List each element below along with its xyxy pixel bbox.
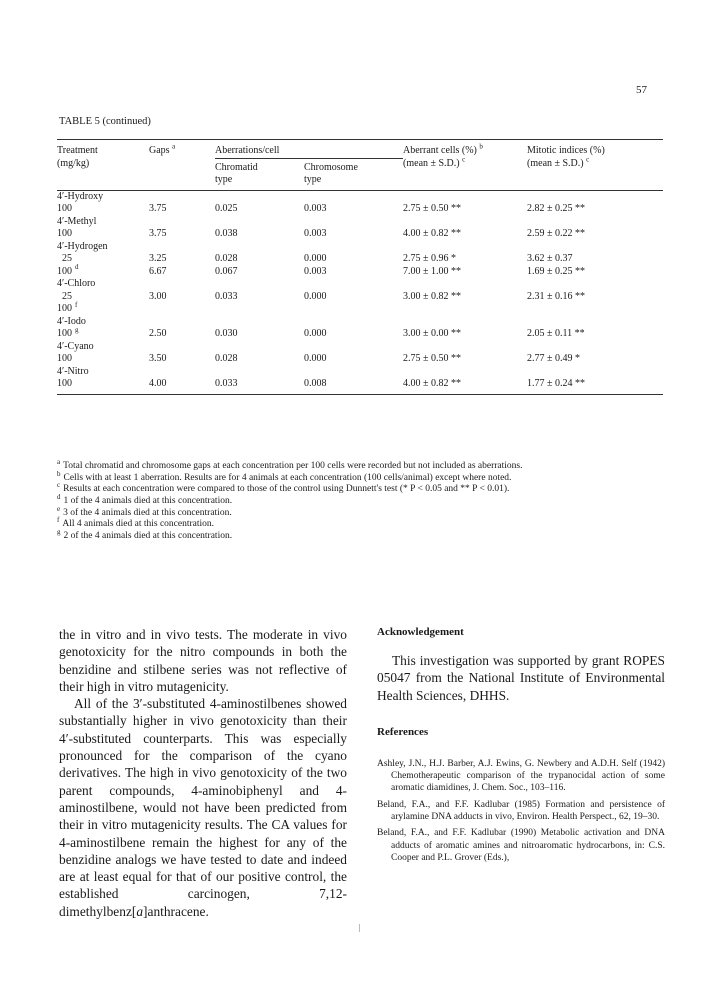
cell-chromatid — [215, 303, 304, 316]
cell-chromatid: 0.030 — [215, 328, 238, 339]
group-row — [57, 190, 663, 203]
table-row — [57, 353, 663, 366]
cell-dose: 100 — [57, 378, 72, 389]
header-aberrations: Aberrations/cell — [215, 145, 280, 156]
cell-aberrant: 2.75 ± 0.50 ** — [403, 353, 462, 364]
cell-gaps: 3.75 — [149, 228, 167, 239]
reference-entry: Beland, F.A., and F.F. Kadlubar (1985) Formation and persistence of arylamine DNA adducts in vivo, Environ. Health Perspect., 62, 19–30. — [377, 799, 665, 823]
header-mitotic-indices: Mitotic indices (%) — [527, 145, 605, 156]
header-chromatid: Chromatid — [215, 158, 304, 174]
header-aberrant-cells: Aberrant cells (%) $^b$ — [403, 142, 483, 156]
table-row — [57, 203, 663, 216]
group-row — [57, 316, 663, 329]
cell-chromosome — [304, 303, 403, 316]
cell-chromatid: 0.028 — [215, 353, 238, 364]
page-mark — [359, 924, 360, 932]
header-treatment-unit: (mg/kg) — [57, 158, 90, 169]
footnote: $^c$ Results at each concentration were compared to those of the control using Dunnett's test (* P < 0.05 and ** P < 0.01). — [57, 481, 510, 495]
cell-dose: 25 — [62, 253, 72, 264]
cell-mitotic: 1.77 ± 0.24 ** — [527, 378, 586, 389]
cell-dose: 100 — [57, 353, 72, 364]
cell-gaps: 3.75 — [149, 203, 167, 214]
group-row — [57, 366, 663, 379]
cell-aberrant: 4.00 ± 0.82 ** — [403, 228, 462, 239]
references-list — [377, 758, 665, 864]
cell-chromatid: 0.067 — [215, 265, 238, 277]
cell-dose: 100 — [57, 203, 72, 214]
header-chromatid-type: type — [215, 174, 233, 185]
group-row — [57, 278, 663, 291]
table-row — [57, 291, 663, 304]
compound-name: 4′-Chloro — [57, 278, 96, 289]
cell-mitotic: 1.69 ± 0.25 ** — [527, 265, 586, 277]
cell-aberrant: 2.75 ± 0.50 ** — [403, 203, 462, 214]
cell-chromosome: 0.000 — [304, 328, 327, 339]
cell-dose: 100 — [57, 228, 72, 239]
footnote: $^f$ All 4 animals died at this concentration. — [57, 516, 215, 530]
cell-chromatid: 0.025 — [215, 203, 238, 214]
footnote: $^a$ Total chromatid and chromosome gaps at each concentration per 100 cells were recorded but not included as aberrations. — [57, 457, 523, 471]
group-row — [57, 216, 663, 229]
header-chromosome: Chromosome — [304, 158, 403, 174]
cell-mitotic — [527, 303, 663, 316]
cell-mitotic: 2.82 ± 0.25 ** — [527, 203, 586, 214]
table-row — [57, 253, 663, 266]
acknowledgement-text: This investigation was supported by grant ROPES 05047 from the National Institute of Environmental Health Sciences, DHHS. — [377, 653, 665, 703]
body-paragraph: All of the 3′-substituted 4-aminostilbenes showed substantially higher in vivo genotoxicity than their 4′-substituted counterparts. This was especially pronounced for the comparison of the cyano derivatives. The high in vivo genotoxicity of the two parent compounds, 4-aminobiphenyl and 4-aminostilbene, would not have been predicted from their in vitro mutagenicity results. The CA values for 4-aminostilbene remain the highest for any of the benzidine analogs we have tested to date and indeed are at least equal for that of our positive control, the established carcinogen, 7,12-dimethylbenz[a]anthracene. — [59, 696, 347, 919]
table-footnotes — [57, 457, 667, 543]
table-row — [57, 378, 663, 394]
footnote: $^b$ Cells with at least 1 aberration. Results are for 4 animals at each concentration (100 cells/animal) except where noted. — [57, 469, 512, 483]
cell-aberrant: 3.00 ± 0.82 ** — [403, 290, 462, 302]
cell-chromosome: 0.003 — [304, 265, 327, 277]
table-row — [57, 228, 663, 241]
table-row — [57, 266, 663, 279]
page-number: 57 — [636, 84, 647, 96]
cell-chromosome: 0.000 — [304, 253, 327, 264]
table-row — [57, 328, 663, 341]
cell-chromosome: 0.000 — [304, 353, 327, 364]
table-body — [57, 190, 663, 394]
cell-mitotic: 2.59 ± 0.22 ** — [527, 228, 586, 239]
table-title: TABLE 5 (continued) — [59, 116, 151, 127]
header-chromosome-type: type — [304, 174, 322, 185]
cell-gaps: 2.50 — [149, 328, 167, 339]
cell-mitotic: 3.62 ± 0.37 — [527, 253, 573, 264]
cell-aberrant — [403, 303, 527, 316]
cell-gaps: 3.50 — [149, 353, 167, 364]
cell-mitotic: 2.77 ± 0.49 * — [527, 353, 581, 364]
reference-entry: Ashley, J.N., H.J. Barber, A.J. Ewins, G. Newbery and A.D.H. Self (1942) Chemotherapeutic comparison of the trypanocidal action of some aromatic diamidines, J. Chem. Soc., 103–116. — [377, 758, 665, 794]
cell-gaps: 6.67 — [149, 265, 167, 277]
compound-name: 4′-Cyano — [57, 340, 94, 352]
compound-name: 4′-Nitro — [57, 365, 89, 377]
compound-name: 4′-Hydrogen — [57, 240, 108, 252]
cell-chromatid: 0.033 — [215, 378, 238, 389]
header-gaps: Gaps $^a$ — [149, 142, 176, 156]
cell-chromosome: 0.003 — [304, 228, 327, 239]
cell-aberrant: 4.00 ± 0.82 ** — [403, 378, 462, 389]
right-column — [377, 626, 665, 868]
cell-chromosome: 0.008 — [304, 378, 327, 389]
cell-dose: 25 — [62, 290, 72, 302]
cell-gaps: 3.00 — [149, 290, 167, 302]
cell-mitotic: 2.05 ± 0.11 ** — [527, 328, 585, 339]
footnote: $^d$ 1 of the 4 animals died at this concentration. — [57, 492, 233, 507]
header-aberrant-mean: (mean ± S.D.) $^c$ — [403, 155, 466, 169]
cell-mitotic: 2.31 ± 0.16 ** — [527, 290, 586, 302]
cell-chromatid: 0.033 — [215, 290, 238, 302]
references-heading: References — [377, 725, 429, 738]
cell-gaps — [149, 303, 215, 316]
body-paragraph: the in vitro and in vivo tests. The moderate in vivo genotoxicity for the nitro compounds in both the benzidine and stilbene series was not reflective of their high in vitro mutagenicity. — [59, 627, 347, 694]
cell-gaps: 3.25 — [149, 253, 167, 264]
left-column — [59, 626, 347, 920]
cell-chromosome: 0.003 — [304, 203, 327, 214]
compound-name: 4′-Iodo — [57, 315, 86, 327]
compound-name: 4′-Methyl — [57, 215, 97, 227]
cell-chromosome: 0.000 — [304, 290, 327, 302]
cell-aberrant: 7.00 ± 1.00 ** — [403, 265, 462, 277]
cell-aberrant: 3.00 ± 0.00 ** — [403, 328, 462, 339]
cell-chromatid: 0.028 — [215, 253, 238, 264]
cell-dose: 100 $^f$ — [57, 300, 78, 314]
cell-gaps: 4.00 — [149, 378, 167, 389]
cell-dose: 100 $^g$ — [57, 325, 79, 339]
cell-dose: 100 $^d$ — [57, 263, 79, 277]
cell-chromatid: 0.038 — [215, 228, 238, 239]
group-row — [57, 341, 663, 354]
group-row — [57, 241, 663, 254]
footnote: $^g$ 2 of the 4 animals died at this concentration. — [57, 527, 233, 542]
compound-name: 4′-Hydroxy — [57, 190, 104, 202]
header-mitotic-mean: (mean ± S.D.) $^c$ — [527, 155, 590, 169]
acknowledgement-heading: Acknowledgement — [377, 626, 464, 638]
reference-entry: Beland, F.A., and F.F. Kadlubar (1990) Metabolic activation and DNA adducts of aromatic amines and nitroaromatic hydrocarbons, in: C.S. Cooper and P.L. Grover (Eds.), — [377, 828, 665, 863]
table-row — [57, 303, 663, 316]
header-treatment: Treatment — [57, 145, 98, 156]
results-table — [57, 139, 663, 395]
cell-aberrant: 2.75 ± 0.96 * — [403, 253, 457, 264]
footnote: $^e$ 3 of the 4 animals died at this concentration. — [57, 504, 232, 518]
